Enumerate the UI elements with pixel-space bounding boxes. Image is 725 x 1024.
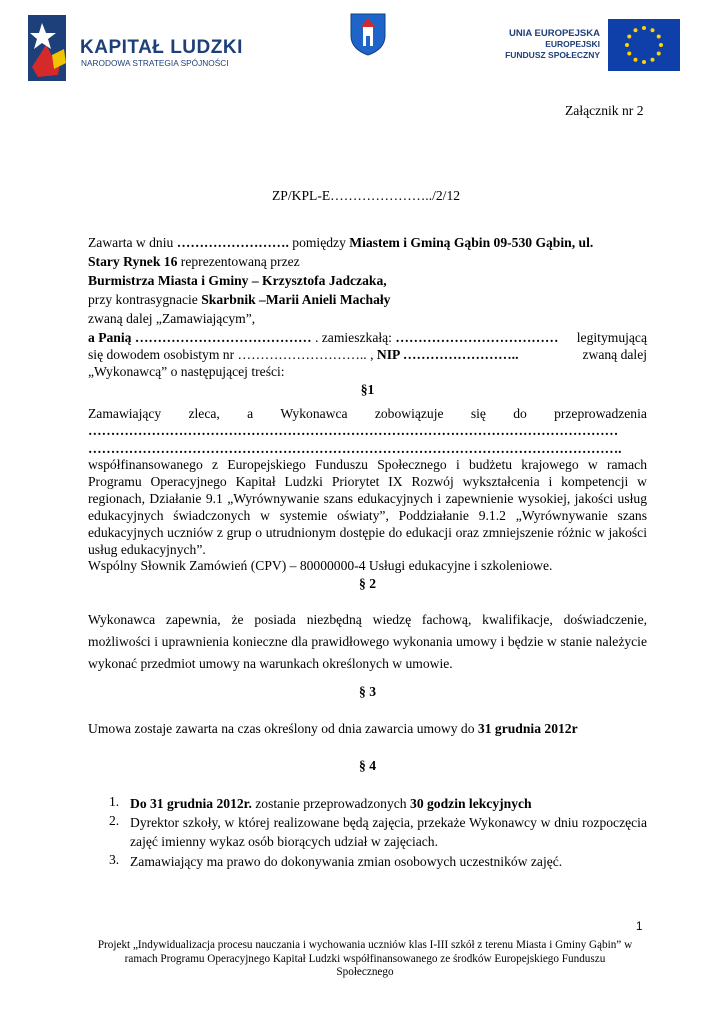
parties-line-4 <box>88 291 390 308</box>
word: Wykonawca <box>280 406 348 421</box>
end-date: 31 grudnia 2012r <box>477 721 578 736</box>
eu-star-icon <box>642 26 646 30</box>
section-3-heading: § 3 <box>359 684 376 699</box>
section-1-dots-1: ……………………………………………………………………………………………………… <box>88 423 619 438</box>
parties-line-2 <box>88 253 300 270</box>
text: zostanie przeprowadzonych <box>251 796 411 811</box>
hours: 30 godzin lekcyjnych <box>410 796 532 811</box>
parties-line-7 <box>88 346 647 363</box>
word: do <box>513 406 527 421</box>
nip-placeholder: NIP …………………….. <box>376 347 519 362</box>
deadline: Do 31 grudnia 2012r. <box>130 796 252 811</box>
party-name: Miastem i Gminą Gąbin 09-530 Gąbin, ul. <box>349 235 594 250</box>
contractor-placeholder: a Panią ………………………………… <box>88 330 315 345</box>
footer-text: Projekt „Indywidualizacja procesu nauczania i wychowania uczniów klas I-III szkół z terenu Miasta i Gminy Gąbin” w ramach Programu Operacyjnego Kapitał Ludzki współfinansowanego ze środków Europejskiego Funduszu Społecznego <box>97 939 633 978</box>
section-1-line-1 <box>88 405 647 422</box>
list-item-2: Dyrektor szkoły, w której realizowane będą zajęcia, przekaże Wykonawcy w dniu rozpoczęcia zajęć imienny wykaz osób biorących udział w zajęciach. <box>130 815 647 849</box>
parties-line-8: „Wykonawcą” o następującej treści: <box>88 364 285 379</box>
treasurer-name: Skarbnik –Marii Anieli Machały <box>201 292 391 307</box>
eu-star-icon <box>657 35 661 39</box>
eu-star-icon <box>627 52 631 56</box>
list-item-1 <box>130 794 647 813</box>
text: . zamieszkałą: <box>314 330 396 345</box>
eu-star-icon <box>651 28 655 32</box>
parties-line-5: zwaną dalej „Zamawiającym”, <box>88 311 256 326</box>
page-number: 1 <box>636 921 643 933</box>
eu-flag-icon <box>608 19 680 71</box>
section-2-body: Wykonawca zapewnia, że posiada niezbędną wiedzę fachową, kwalifikacje, doświadczenie, możliwości i uprawnienia konieczne dla prawidłowego wykonania umowy i będzie w stanie należycie wykonać przedmiot umowy na warunkach określonych w umowie. <box>88 612 647 671</box>
address: Stary Rynek 16 <box>88 254 178 269</box>
parties-line-6 <box>88 329 647 346</box>
list-item-3-number: 3. <box>109 852 120 867</box>
parties-line-1 <box>88 234 593 251</box>
text: zwaną dalej <box>582 347 647 362</box>
word: się <box>470 406 486 421</box>
eu-star-icon <box>651 58 655 62</box>
eu-line-1: UNIA EUROPEJSKA <box>509 28 600 39</box>
section-3-body <box>88 720 578 737</box>
text: pomiędzy <box>292 235 350 250</box>
eu-star-icon <box>625 43 629 47</box>
eu-line-3: FUNDUSZ SPOŁECZNY <box>505 50 600 60</box>
town-crest-icon <box>349 12 387 56</box>
eu-star-icon <box>657 52 661 56</box>
eu-star-icon <box>659 43 663 47</box>
word: przeprowadzenia <box>554 406 647 421</box>
word: zobowiązuje <box>374 406 444 421</box>
annex-label: Załącznik nr 2 <box>565 103 644 118</box>
text: legitymującą <box>576 330 647 345</box>
word: a <box>247 406 254 421</box>
list-item-1-number: 1. <box>109 794 120 809</box>
eu-star-icon <box>634 28 638 32</box>
eu-star-icon <box>642 60 646 64</box>
eu-star-icon <box>634 58 638 62</box>
id-placeholder: się dowodem osobistym nr ……………………….. , <box>88 347 377 362</box>
eu-label <box>497 28 600 61</box>
section-1-cpv: Wspólny Słownik Zamówień (CPV) – 80000000-4 Usługi edukacyjne i szkoleniowe. <box>88 558 553 573</box>
eu-star-icon <box>627 35 631 39</box>
text: Zawarta w dniu <box>88 235 177 250</box>
kapital-ludzki-title: KAPITAŁ LUDZKI <box>80 37 243 58</box>
eu-line-2: EUROPEJSKI <box>545 39 600 49</box>
kapital-ludzki-subtitle: NARODOWA STRATEGIA SPÓJNOŚCI <box>81 58 229 68</box>
parties-line-3: Burmistrza Miasta i Gminy – Krzysztofa Jadczaka, <box>88 273 387 288</box>
list-item-2-number: 2. <box>109 813 120 828</box>
section-1-dots-2: ………………………………………………………………………………………………………. <box>88 441 622 456</box>
word: Zamawiający <box>88 406 162 421</box>
address-placeholder: ……………………………… <box>395 330 559 345</box>
section-1-body: współfinansowanego z Europejskiego Funduszu Społecznego i budżetu krajowego w ramach Programu Operacyjnego Kapitał Ludzki Priorytet IX Rozwój wykształcenia i kompetencji w regionach, Działanie 9.1 „Wyrównywanie szans edukacyjnych i zapewnienie wysokiej, jakości usług edukacyjnych świadczonych w systemie oświaty”, Poddziałanie 9.1.2 „Wyrównywanie szans edukacyjnych uczniów z grup o utrudnionym dostępie do edukacji oraz zmniejszenie różnic w jakości usług edukacyjnych”. <box>88 457 647 557</box>
list-item-3: Zamawiający ma prawo do dokonywania zmian osobowych uczestników zajęć. <box>130 854 563 869</box>
word: zleca, <box>188 406 220 421</box>
section-4-heading: § 4 <box>359 758 376 773</box>
section-1-heading: §1 <box>360 382 375 397</box>
date-placeholder: ……………………. <box>176 235 293 250</box>
text: Umowa zostaje zawarta na czas określony od dnia zawarcia umowy do <box>88 721 478 736</box>
text: przy kontrasygnacie <box>88 292 202 307</box>
text: reprezentowaną przez <box>177 254 300 269</box>
section-2-heading: § 2 <box>359 576 376 591</box>
reference-number: ZP/KPL-E…………………../2/12 <box>272 188 461 203</box>
